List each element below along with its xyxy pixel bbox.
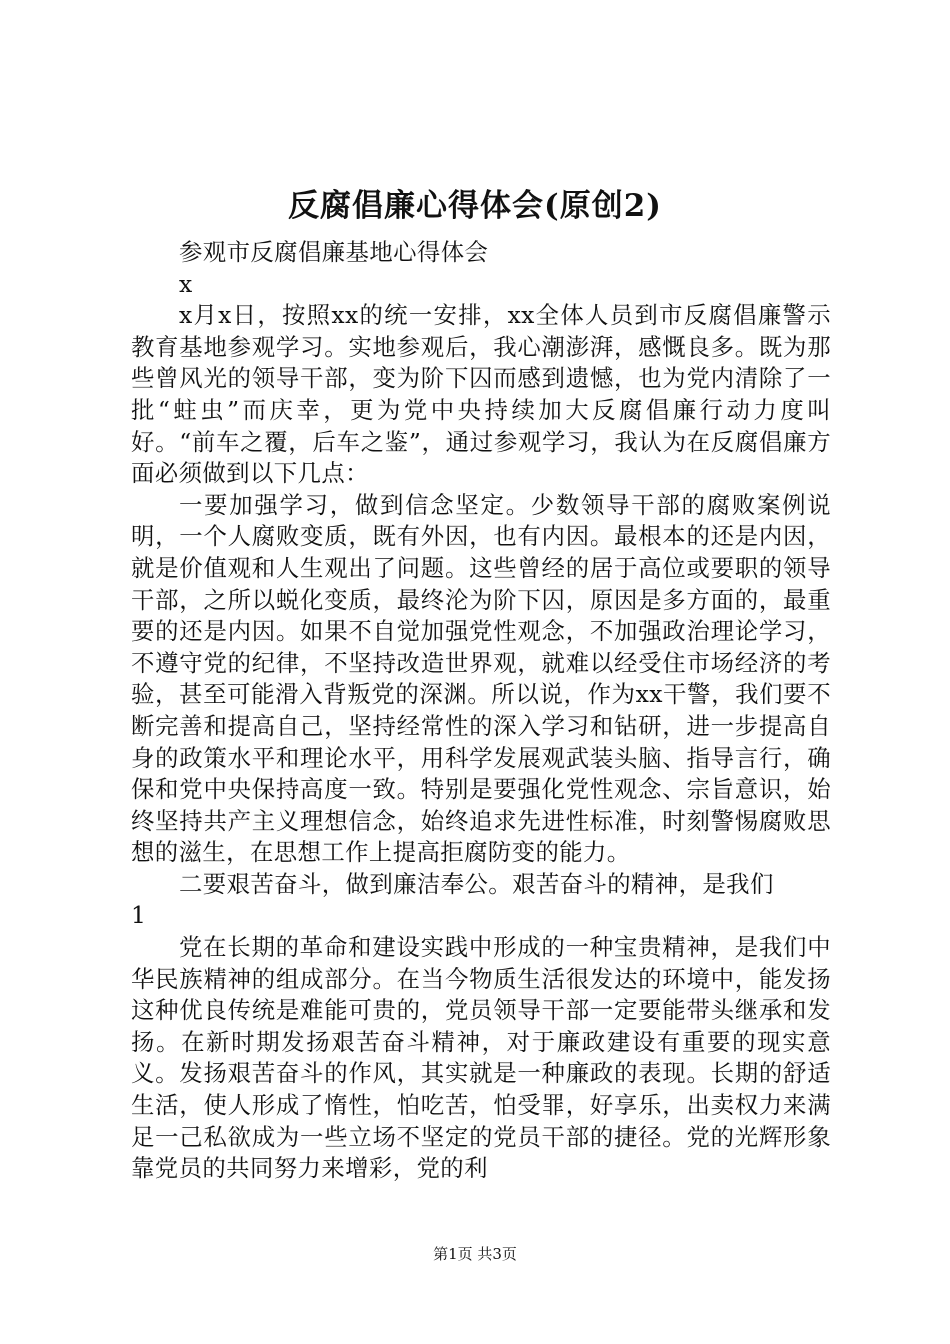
paragraph-continuation: 党在长期的革命和建设实践中形成的一种宝贵精神，是我们中华民族精神的组成部分。在当今物质生活很发达的环境中，能发扬这种优良传统是难能可贵的，党员领导干部一定要能带头继承和发扬。在新时期发扬艰苦奋斗精神，对于廉政建设有重要的现实意义。发扬艰苦奋斗的作风，其实就是一种廉政的表现。长期的舒适生活，使人形成了惰性，怕吃苦，怕受罪，好享乐，出卖权力来满足一己私欲成为一些立场不坚定的党员干部的捷径。党的光辉形象靠党员的共同努力来增彩，党的利 bbox=[131, 933, 831, 1183]
paragraph-point-one: 一要加强学习，做到信念坚定。少数领导干部的腐败案例说明，一个人腐败变质，既有外因，也有内因。最根本的还是内因，就是价值观和人生观出了问题。这些曾经的居于高位或要职的领导干部，之所以蜕化变质，最终沦为阶下囚，原因是多方面的，最重要的还是内因。如果不自觉加强党性观念，不加强政治理论学习，不遵守党的纪律，不坚持改造世界观，就难以经受住市场经济的考验，甚至可能滑入背叛党的深渊。所以说，作为xx干警，我们要不断完善和提高自己，坚持经常性的深入学习和钻研，进一步提高自身的政策水平和理论水平，用科学发展观武装头脑、指导言行，确保和党中央保持高度一致。特别是要强化党性观念、宗旨意识，始终坚持共产主义理想信念，始终追求先进性标准，时刻警惕腐败思想的滋生，在思想工作上提高拒腐防变的能力。 bbox=[131, 490, 831, 867]
document-title: 反腐倡廉心得体会(原创2) bbox=[288, 188, 662, 224]
footer-total-label: 共3页 bbox=[477, 1245, 517, 1263]
author-mark: x bbox=[179, 269, 193, 298]
paragraph-intro: x月x日，按照xx的统一安排，xx全体人员到市反腐倡廉警示教育基地参观学习。实地参观后，我心潮澎湃，感慨良多。既为那些曾风光的领导干部，变为阶下囚而感到遗憾，也为党内清除了一批“蛀虫”而庆幸，更为党中央持续加大反腐倡廉行动力度叫好。“前车之覆，后车之鉴”，通过参观学习，我认为在反腐倡廉方面必须做到以下几点： bbox=[131, 301, 831, 488]
page-footer bbox=[0, 1244, 950, 1264]
paragraph-point-two: 二要艰苦奋斗，做到廉洁奉公。艰苦奋斗的精神，是我们 bbox=[179, 869, 774, 898]
subtitle-line: 参观市反腐倡廉基地心得体会 bbox=[179, 238, 489, 266]
page-break-number: 1 bbox=[131, 901, 147, 930]
document-body bbox=[131, 237, 831, 1185]
footer-page-label: 第1页 bbox=[433, 1245, 473, 1263]
